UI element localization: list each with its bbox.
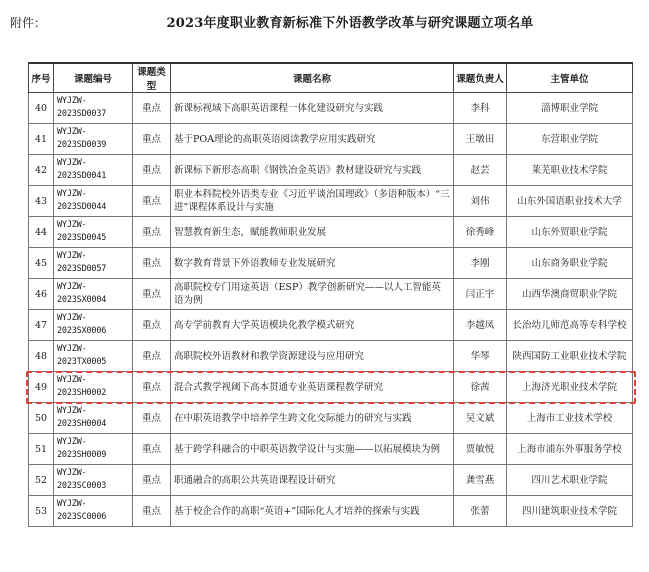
- table-row: [29, 372, 633, 403]
- cell-code: WYJZW-2023SX0006: [54, 310, 133, 341]
- cell-unit: 四川建筑职业技术学院: [507, 496, 633, 527]
- cell-no: 48: [29, 341, 54, 372]
- table-header-row: [29, 63, 633, 93]
- cell-lead: 徐茜: [454, 372, 507, 403]
- header-code: 课题编号: [54, 63, 133, 93]
- table-row: [29, 279, 633, 310]
- cell-no: 45: [29, 248, 54, 279]
- table-row: [29, 248, 633, 279]
- cell-lead: 闫正宇: [454, 279, 507, 310]
- cell-no: 47: [29, 310, 54, 341]
- cell-code: WYJZW-2023SD0044: [54, 186, 133, 217]
- cell-code: WYJZW-2023SC0006: [54, 496, 133, 527]
- cell-type: 重点: [133, 217, 171, 248]
- table-row: [29, 155, 633, 186]
- header-no: 序号: [29, 63, 54, 93]
- cell-no: 40: [29, 93, 54, 124]
- cell-type: 重点: [133, 248, 171, 279]
- cell-name: 基于POA理论的高职英语阅读教学应用实践研究: [171, 124, 454, 155]
- cell-code: WYJZW-2023SX0004: [54, 279, 133, 310]
- table-row: [29, 93, 633, 124]
- cell-unit: 淄博职业学院: [507, 93, 633, 124]
- cell-lead: 徐秀峰: [454, 217, 507, 248]
- project-list-table: [28, 62, 633, 527]
- cell-code: WYJZW-2023SD0041: [54, 155, 133, 186]
- cell-name: 在中职英语教学中培养学生跨文化交际能力的研究与实践: [171, 403, 454, 434]
- cell-code: WYJZW-2023SC0003: [54, 465, 133, 496]
- cell-type: 重点: [133, 310, 171, 341]
- cell-no: 42: [29, 155, 54, 186]
- cell-lead: 吴文斌: [454, 403, 507, 434]
- cell-code: WYJZW-2023SH0009: [54, 434, 133, 465]
- cell-type: 重点: [133, 186, 171, 217]
- cell-name: 基于校企合作的高职“英语+”国际化人才培养的探索与实践: [171, 496, 454, 527]
- cell-type: 重点: [133, 434, 171, 465]
- cell-name: 职业本科院校外语类专业《习近平谈治国理政》（多语种版本）“三进”课程体系设计与实施: [171, 186, 454, 217]
- cell-code: WYJZW-2023SH0002: [54, 372, 133, 403]
- attachment-label: 附件：: [10, 16, 47, 30]
- cell-code: WYJZW-2023TX0005: [54, 341, 133, 372]
- cell-no: 50: [29, 403, 54, 434]
- header-lead: 课题负责人: [454, 63, 507, 93]
- cell-lead: 张蕾: [454, 496, 507, 527]
- cell-name: 基于跨学科融合的中职英语教学设计与实施——以拓展模块为例: [171, 434, 454, 465]
- header-type: 课题类型: [133, 63, 171, 93]
- cell-code: WYJZW-2023SD0045: [54, 217, 133, 248]
- cell-no: 52: [29, 465, 54, 496]
- cell-name: 高职院校专门用途英语（ESP）教学创新研究——以人工智能英语为例: [171, 279, 454, 310]
- cell-lead: 李刚: [454, 248, 507, 279]
- cell-type: 重点: [133, 155, 171, 186]
- cell-name: 智慧教育新生态，赋能教师职业发展: [171, 217, 454, 248]
- table-row: [29, 217, 633, 248]
- header-unit: 主管单位: [507, 63, 633, 93]
- cell-unit: 陕西国防工业职业技术学院: [507, 341, 633, 372]
- cell-name: 新课标视域下高职英语课程一体化建设研究与实践: [171, 93, 454, 124]
- table-row: [29, 496, 633, 527]
- cell-type: 重点: [133, 124, 171, 155]
- document-title: 2023年度职业教育新标准下外语教学改革与研究课题立项名单: [166, 16, 534, 31]
- cell-type: 重点: [133, 496, 171, 527]
- table-row: [29, 186, 633, 217]
- cell-unit: 上海市浦东外事服务学校: [507, 434, 633, 465]
- cell-unit: 山东商务职业学院: [507, 248, 633, 279]
- cell-lead: 贾敏悦: [454, 434, 507, 465]
- cell-unit: 山东外贸职业学院: [507, 217, 633, 248]
- table-row: [29, 124, 633, 155]
- cell-type: 重点: [133, 403, 171, 434]
- header-name: 课题名称: [171, 63, 454, 93]
- table-row: [29, 434, 633, 465]
- table-row: [29, 341, 633, 372]
- cell-lead: 李科: [454, 93, 507, 124]
- cell-name: 职通融合的高职公共英语课程设计研究: [171, 465, 454, 496]
- cell-type: 重点: [133, 93, 171, 124]
- cell-lead: 龚雪燕: [454, 465, 507, 496]
- cell-no: 46: [29, 279, 54, 310]
- cell-type: 重点: [133, 465, 171, 496]
- cell-lead: 赵芸: [454, 155, 507, 186]
- cell-lead: 刘伟: [454, 186, 507, 217]
- cell-lead: 华琴: [454, 341, 507, 372]
- cell-no: 44: [29, 217, 54, 248]
- cell-code: WYJZW-2023SD0057: [54, 248, 133, 279]
- cell-unit: 东营职业学院: [507, 124, 633, 155]
- cell-lead: 王墩田: [454, 124, 507, 155]
- cell-name: 混合式教学视阈下高本贯通专业英语课程教学研究: [171, 372, 454, 403]
- cell-code: WYJZW-2023SD0037: [54, 93, 133, 124]
- cell-no: 51: [29, 434, 54, 465]
- cell-no: 53: [29, 496, 54, 527]
- cell-code: WYJZW-2023SH0004: [54, 403, 133, 434]
- cell-unit: 山西华澳商贸职业学院: [507, 279, 633, 310]
- cell-type: 重点: [133, 372, 171, 403]
- table-row: [29, 465, 633, 496]
- cell-unit: 四川艺术职业学院: [507, 465, 633, 496]
- cell-name: 数字教育背景下外语教师专业发展研究: [171, 248, 454, 279]
- cell-unit: 上海济光职业技术学院: [507, 372, 633, 403]
- cell-name: 新课标下新形态高职《钢铁冶金英语》教材建设研究与实践: [171, 155, 454, 186]
- cell-unit: 上海市工业技术学校: [507, 403, 633, 434]
- cell-type: 重点: [133, 279, 171, 310]
- cell-no: 49: [29, 372, 54, 403]
- cell-code: WYJZW-2023SD0039: [54, 124, 133, 155]
- cell-unit: 山东外国语职业技术大学: [507, 186, 633, 217]
- cell-name: 高职院校外语教材和教学资源建设与应用研究: [171, 341, 454, 372]
- table-row: [29, 403, 633, 434]
- cell-type: 重点: [133, 341, 171, 372]
- cell-no: 41: [29, 124, 54, 155]
- cell-lead: 李越凤: [454, 310, 507, 341]
- cell-name: 高专学前教育大学英语模块化教学模式研究: [171, 310, 454, 341]
- cell-unit: 莱芜职业技术学院: [507, 155, 633, 186]
- cell-no: 43: [29, 186, 54, 217]
- table-row: [29, 310, 633, 341]
- cell-unit: 长治幼儿师范高等专科学校: [507, 310, 633, 341]
